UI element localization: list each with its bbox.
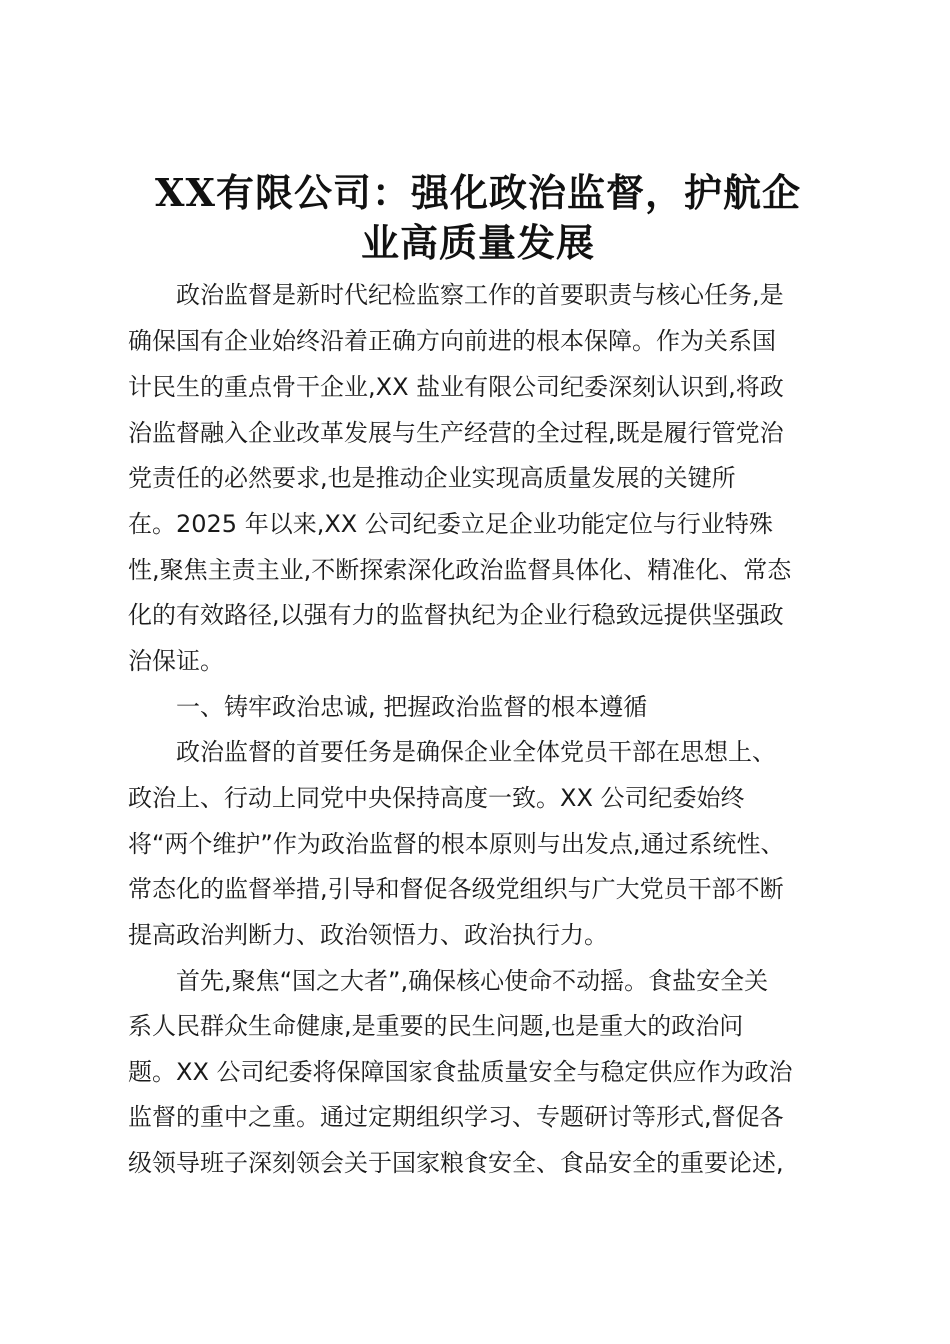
paragraph-3-line-1: 首先,聚焦“国之大者”,确保核心使命不动摇。食盐安全关: [176, 967, 769, 995]
paragraph-1-line-6: 在。2025 年以来,XX 公司纪委立足企业功能定位与行业特殊: [128, 510, 773, 538]
paragraph-1-line-4: 治监督融入企业改革发展与生产经营的全过程,既是履行管党治: [128, 419, 784, 447]
paragraph-3-line-4: 监督的重中之重。通过定期组织学习、专题研讨等形式,督促各: [128, 1103, 784, 1131]
paragraph-1-line-7: 性,聚焦主责主业,不断探索深化政治监督具体化、精准化、常态: [128, 556, 792, 584]
paragraph-1-line-3: 计民生的重点骨干企业,XX 盐业有限公司纪委深刻认识到,将政: [128, 373, 784, 401]
paragraph-3-line-2: 系人民群众生命健康,是重要的民生问题,也是重大的政治问: [128, 1012, 744, 1040]
paragraph-2-line-3: 将“两个维护”作为政治监督的根本原则与出发点,通过系统性、: [128, 830, 785, 858]
paragraph-2-line-4: 常态化的监督举措,引导和督促各级党组织与广大党员干部不断: [128, 875, 784, 903]
paragraph-3-line-3: 题。XX 公司纪委将保障国家食盐质量安全与稳定供应作为政治: [128, 1058, 793, 1086]
paragraph-2-line-5: 提高政治判断力、政治领悟力、政治执行力。: [128, 921, 608, 949]
title-line-2: 业高质量发展: [360, 220, 595, 265]
section-heading-1: 一、铸牢政治忠诚, 把握政治监督的根本遵循: [176, 693, 648, 721]
document-title: [128, 168, 828, 268]
paragraph-1-line-1: 政治监督是新时代纪检监察工作的首要职责与核心任务,是: [176, 281, 784, 309]
title-line-1: XX有限公司：强化政治监督，护航企: [155, 170, 801, 215]
paragraph-1-line-5: 党责任的必然要求,也是推动企业实现高质量发展的关键所: [128, 464, 736, 492]
paragraph-1-line-2: 确保国有企业始终沿着正确方向前进的根本保障。作为关系国: [128, 327, 776, 355]
paragraph-2-line-1: 政治监督的首要任务是确保企业全体党员干部在思想上、: [176, 738, 776, 766]
paragraph-2-line-2: 政治上、行动上同党中央保持高度一致。XX 公司纪委始终: [128, 784, 745, 812]
paragraph-1-line-8: 化的有效路径,以强有力的监督执纪为企业行稳致远提供坚强政: [128, 601, 784, 629]
paragraph-1-line-9: 治保证。: [128, 647, 224, 675]
paragraph-3-line-5: 级领导班子深刻领会关于国家粮食安全、食品安全的重要论述,: [128, 1149, 784, 1177]
